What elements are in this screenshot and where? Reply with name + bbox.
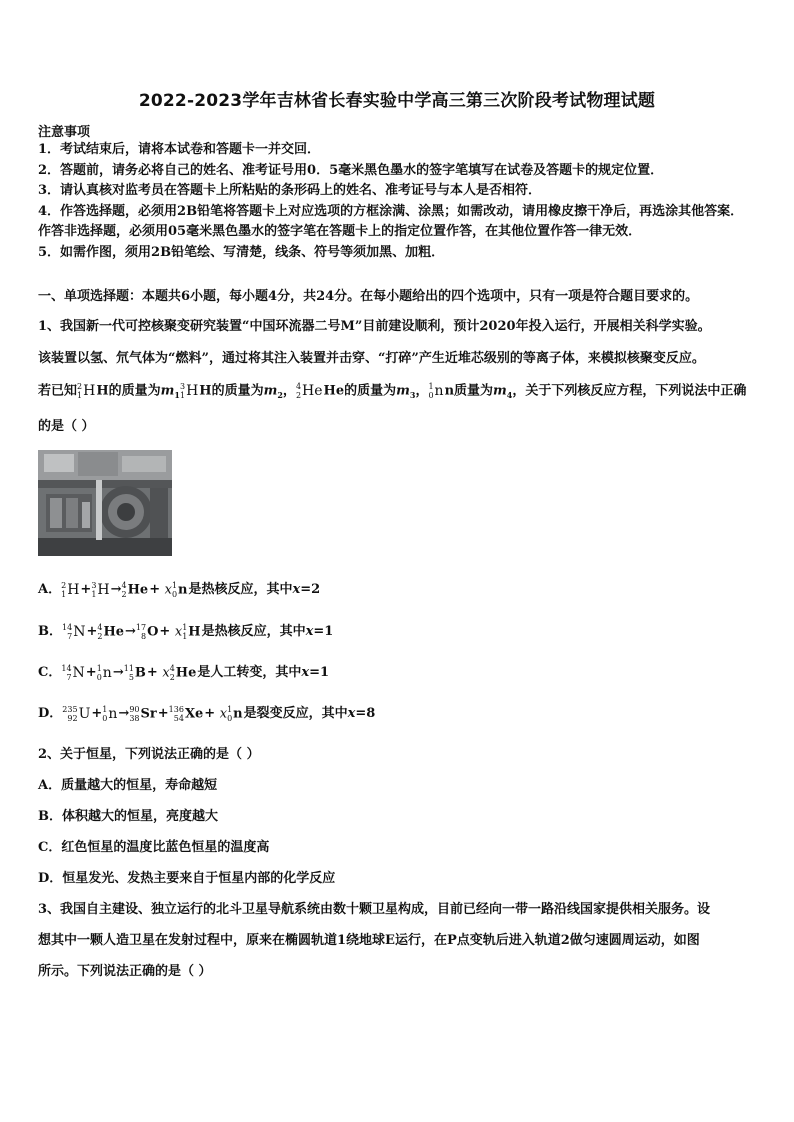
section-heading: 一、单项选择题：本题共6小题，每小题4分，共24分。在每小题给出的四个选项中，只有一项是符合题目要求的。 xyxy=(38,289,699,304)
notice-list xyxy=(38,140,756,263)
q2-option-d[interactable]: D．恒星发光、发热主要来自于恒星内部的化学反应 xyxy=(38,871,336,886)
nuclide-n1: 1 0 n xyxy=(102,704,118,723)
nuclide-h3: 3 1 H xyxy=(179,382,199,400)
nuclide-n14: 14 7 N xyxy=(61,663,85,682)
option-label: B． xyxy=(38,624,62,639)
mass-sub: 1 xyxy=(174,390,180,401)
option-c[interactable]: C． 14 7 N+ 1 0 n→ 11 5 B+ x 4 2 He是人工转变，其中x=1 xyxy=(38,663,330,682)
option-text: 是人工转变，其中 xyxy=(197,665,302,680)
question-3 xyxy=(38,894,758,987)
option-label: D． xyxy=(38,706,63,721)
nuclide-h3: 3 1 H xyxy=(91,580,110,599)
q1-line-1: 1、我国新一代可控核聚变研究装置“中国环流器二号M”目前建设顺利，预计2020年投入运行，开展相关科学实验。 xyxy=(38,319,711,334)
nuclide-u235: 235 92 U xyxy=(62,704,91,723)
notice-item: 1．考试结束后，请将本试卷和答题卡一并交回． xyxy=(38,142,321,157)
nuclide-xh: x 1 1 H xyxy=(174,622,201,641)
q1-text-2: H的质量为 xyxy=(199,383,264,399)
option-var: x xyxy=(347,706,356,721)
q1-text-4: He的质量为 xyxy=(323,383,397,399)
mass-symbol: m xyxy=(493,383,507,399)
notice-item: 4．作答选择题，必须用2B铅笔将答题卡上对应选项的方框涂满、涂黑；如需改动，请用橡皮擦干净后，再选涂其他答案．作答非选择题，必须用05毫米黑色墨水的签字笔在答题卡上的指定位置作答，在其他位置作答一律无效． xyxy=(38,203,744,239)
mass-symbol: m xyxy=(263,383,278,399)
option-var: x xyxy=(301,665,310,680)
q3-line-2: 想其中一颗人造卫星在发射过程中，原来在椭圆轨道1绕地球E运行，在P点变轨后进入轨道2做匀速圆周运动，如图 xyxy=(38,933,700,948)
nuclide-n1: 1 0 n xyxy=(96,663,112,682)
notice-heading: 注意事项 xyxy=(38,125,91,140)
mass-sub: 3 xyxy=(409,390,416,401)
mass-symbol: m xyxy=(396,383,410,399)
q2-stem: 2、关于恒星，下列说法正确的是（ ） xyxy=(38,747,260,762)
option-var: x xyxy=(292,582,301,597)
q2-option-b[interactable]: B．体积越大的恒星，亮度越大 xyxy=(38,809,218,824)
q1-text-7: ，关于下列核反应方程，下列说法中正确 xyxy=(512,383,747,399)
q1-comma: ， xyxy=(282,383,296,399)
mass-sub: 2 xyxy=(277,390,283,401)
nuclide-he4: 4 2 He xyxy=(295,382,323,400)
mass-symbol: m xyxy=(160,383,175,399)
notice-item: 3．请认真核对监考员在答题卡上所粘贴的条形码上的姓名、准考证号与本人是否相符． xyxy=(38,183,542,198)
nuclide-he4: 4 2 He xyxy=(121,580,149,599)
nuclide-xn: x 1 0 n xyxy=(219,704,243,723)
q3-line-1: 3、我国自主建设、独立运行的北斗卫星导航系统由数十颗卫星构成，目前已经向一带一路沿线国家提供相关服务。设 xyxy=(38,902,711,917)
option-text: 是裂变反应，其中 xyxy=(243,706,348,721)
nuclide-h2: 2 1 H xyxy=(77,382,96,400)
nuclide-xe136: 136 54 Xe xyxy=(168,704,204,723)
q2-option-c[interactable]: C．红色恒星的温度比蓝色恒星的温度高 xyxy=(38,840,270,855)
nuclide-sr90: 90 38 Sr xyxy=(129,704,157,723)
q2-option-a[interactable]: A．质量越大的恒星，寿命越短 xyxy=(38,778,218,793)
page-title: 2022-2023学年吉林省长春实验中学高三第三次阶段考试物理试题 xyxy=(138,91,656,111)
q1-text-6: n质量为 xyxy=(444,383,494,399)
nuclide-b11: 11 5 B xyxy=(123,663,146,682)
option-val: =1 xyxy=(309,665,330,680)
option-val: =2 xyxy=(300,582,321,597)
option-text: 是热核反应，其中 xyxy=(201,624,306,639)
q1-line-2: 该装置以氢、氘气体为“燃料”，通过将其注入装置并击穿、“打碎”产生近堆芯级别的等离子体，来模拟核聚变反应。 xyxy=(38,351,705,366)
notice-item: 5．如需作图，须用2B铅笔绘、写清楚，线条、符号等须加黑、加粗． xyxy=(38,244,445,260)
q1-comma: ， xyxy=(415,383,429,399)
nuclide-h2: 2 1 H xyxy=(61,580,80,599)
nuclide-n14: 14 7 N xyxy=(62,622,86,641)
option-val: =1 xyxy=(313,624,334,639)
q3-line-3: 所示。下列说法正确的是（ ） xyxy=(38,964,212,979)
nuclide-he4: 4 2 He xyxy=(97,622,124,641)
option-b[interactable]: B． 14 7 N+ 4 2 He→ 17 8 O+ x 1 1 H是热核反应，其中x=1 xyxy=(38,622,334,641)
option-var: x xyxy=(305,624,314,639)
option-text: 是热核反应，其中 xyxy=(188,582,293,597)
option-a[interactable]: A． 2 1 H+ 3 1 H→ 4 2 He+ x 1 0 n是热核反应，其中x=2 xyxy=(38,580,321,599)
photo-icon xyxy=(38,450,172,556)
nuclide-xn: x 1 0 n xyxy=(164,580,188,599)
nuclide-n1: 1 0 n xyxy=(428,382,444,400)
question-1 xyxy=(38,311,758,443)
nuclide-xhe: x 4 2 He xyxy=(162,663,197,682)
option-val: =8 xyxy=(355,706,376,721)
q1-pre: 若已知 xyxy=(38,383,78,399)
option-label: A． xyxy=(38,582,62,597)
q1-line-3 xyxy=(38,375,758,411)
nuclide-o17: 17 8 O xyxy=(135,622,159,641)
option-label: C． xyxy=(38,665,62,680)
question-2 xyxy=(38,739,758,894)
option-d[interactable]: D． 235 92 U+ 1 0 n→ 90 38 Sr+ 136 54 Xe+ x 1 0 n是裂变反应，其中x=8 xyxy=(38,704,376,723)
q1-line-4: 的是（ ） xyxy=(38,419,95,435)
q1-text-1: H的质量为 xyxy=(96,383,161,399)
notice-item: 2．答题前，请务必将自己的姓名、准考证号用0．5毫米黑色墨水的签字笔填写在试卷及答题卡的规定位置． xyxy=(38,162,664,178)
mass-sub: 4 xyxy=(506,390,513,401)
